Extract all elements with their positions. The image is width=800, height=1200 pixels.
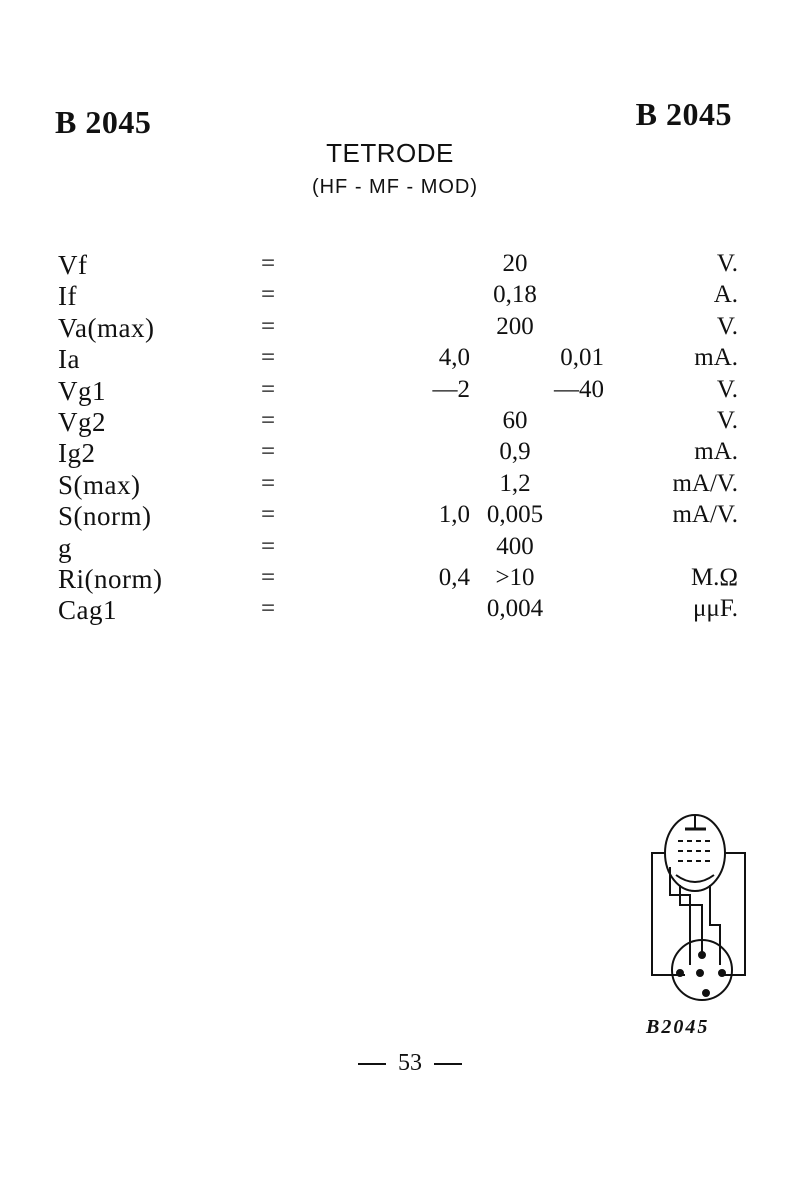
spec-value-2: 0,18: [493, 281, 537, 309]
spec-row: [0, 407, 800, 438]
spec-unit: μμF.: [693, 595, 738, 623]
spec-symbol: Ig2: [58, 438, 96, 469]
spec-value-1: 4,0: [438, 344, 470, 372]
spec-symbol: Cag1: [58, 595, 117, 626]
spec-symbol: Ia: [58, 344, 80, 375]
spec-value-3: —40: [554, 375, 604, 403]
spec-row: [0, 564, 800, 595]
spec-unit: V.: [716, 406, 738, 434]
spec-row: [0, 501, 800, 532]
spec-symbol: Vg1: [58, 375, 106, 406]
spec-row: [0, 313, 800, 344]
spec-row: [0, 595, 800, 626]
spec-value-2: 0,9: [499, 438, 531, 466]
spec-value-1: 0,4: [438, 563, 470, 591]
spec-symbol: Va(max): [58, 312, 155, 343]
page-number-text: 53: [398, 1050, 422, 1076]
spec-row: [0, 376, 800, 407]
spec-unit: mA/V.: [672, 469, 738, 497]
spec-value-2: 1,2: [499, 469, 531, 497]
spec-value-2: 0,004: [486, 595, 544, 623]
spec-equals: =: [260, 344, 276, 372]
tube-type-title: TETRODE: [326, 138, 454, 168]
tube-application-subtitle: (HF - MF - MOD): [311, 176, 479, 198]
spec-unit: V.: [716, 250, 738, 277]
spec-symbol: g: [58, 532, 72, 563]
spec-unit: mA.: [694, 438, 738, 466]
spec-equals: =: [260, 281, 276, 309]
spec-row: [0, 438, 800, 469]
spec-symbol: Ri(norm): [58, 563, 163, 594]
spec-unit: A.: [713, 281, 738, 309]
spec-equals: =: [260, 438, 276, 466]
spec-equals: =: [260, 469, 276, 497]
spec-value-1: —2: [432, 375, 470, 403]
spec-row: [0, 344, 800, 375]
spec-unit: V.: [716, 312, 738, 340]
diagram-label: B2045: [646, 1016, 710, 1038]
spec-unit: mA/V.: [672, 501, 738, 529]
page-number: [0, 1050, 800, 1077]
spec-value-2: >10: [495, 563, 535, 591]
spec-symbol: S(max): [58, 469, 141, 500]
spec-value-2: 20: [502, 250, 528, 277]
spec-unit: mA.: [694, 344, 738, 372]
tube-base-diagram: [640, 805, 760, 1025]
dash-left: [358, 1063, 386, 1065]
spec-value-2: 200: [496, 312, 534, 340]
spec-equals: =: [260, 312, 276, 340]
specs-table: [0, 250, 800, 627]
spec-symbol: Vf: [58, 250, 88, 280]
dash-right: [434, 1063, 462, 1065]
spec-equals: =: [260, 532, 276, 560]
spec-row: [0, 250, 800, 281]
spec-symbol: S(norm): [58, 501, 152, 532]
spec-row: [0, 281, 800, 312]
spec-value-2: 0,005: [486, 501, 544, 529]
spec-unit: V.: [716, 375, 738, 403]
spec-value-2: 60: [502, 406, 528, 434]
spec-unit: M.Ω: [690, 563, 738, 591]
spec-row: [0, 470, 800, 501]
spec-symbol: If: [58, 281, 77, 312]
spec-equals: =: [260, 406, 276, 434]
spec-row: [0, 533, 800, 564]
spec-equals: =: [260, 501, 276, 529]
tube-id-left: B 2045: [55, 104, 152, 140]
tube-id-right: B 2045: [635, 96, 732, 132]
spec-equals: =: [260, 595, 276, 623]
spec-symbol: Vg2: [58, 406, 106, 437]
spec-equals: =: [260, 250, 276, 277]
spec-equals: =: [260, 563, 276, 591]
spec-value-1: 1,0: [438, 501, 470, 529]
spec-value-2: 400: [496, 532, 534, 560]
spec-value-3: 0,01: [560, 344, 604, 372]
spec-equals: =: [260, 375, 276, 403]
